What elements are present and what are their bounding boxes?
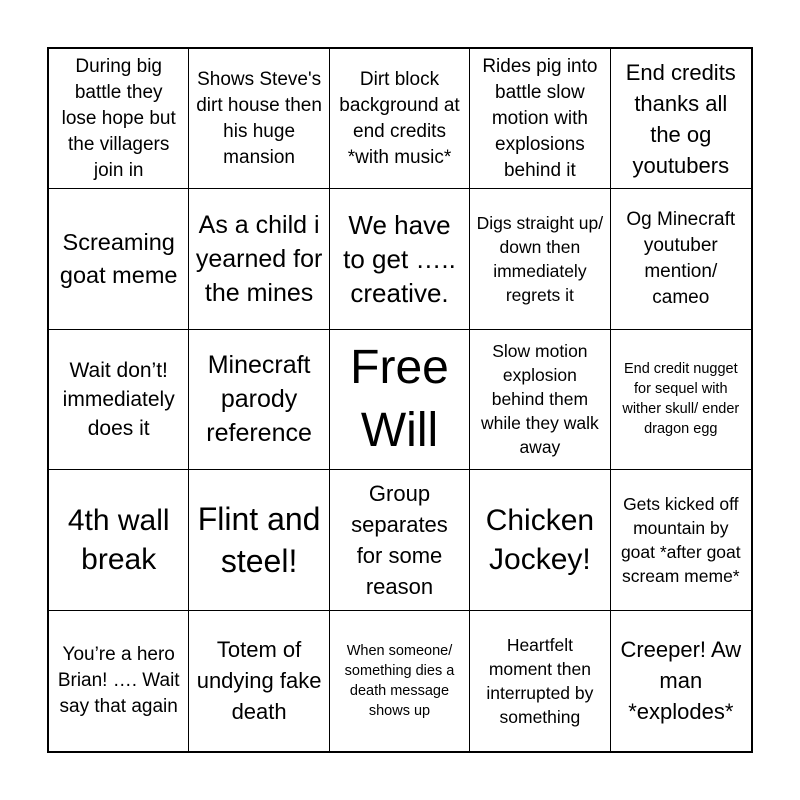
bingo-cell-7[interactable] (189, 189, 329, 329)
bingo-cell-22[interactable] (189, 611, 329, 751)
bingo-cell-21[interactable] (49, 611, 189, 751)
bingo-cell-5[interactable] (611, 49, 751, 189)
bingo-cell-1[interactable] (49, 49, 189, 189)
bingo-cell-14[interactable] (470, 330, 610, 470)
bingo-cell-3[interactable] (330, 49, 470, 189)
bingo-cell-23[interactable] (330, 611, 470, 751)
bingo-cell-10[interactable] (611, 189, 751, 329)
bingo-cell-text: Group separates for some reason (351, 480, 448, 599)
bingo-cell-17[interactable] (189, 470, 329, 610)
bingo-cell-24[interactable] (470, 611, 610, 751)
bingo-cell-text: Minecraft parody reference (206, 351, 312, 448)
bingo-cell-text: Slow motion explosion behind them while they walk away (481, 341, 599, 458)
bingo-cell-text: We have to get ….. creative. (343, 210, 456, 309)
bingo-cell-12[interactable] (189, 330, 329, 470)
bingo-cell-11[interactable] (49, 330, 189, 470)
bingo-cell-16[interactable] (49, 470, 189, 610)
bingo-cell-text: Og Minecraft youtuber mention/ cameo (626, 209, 736, 309)
bingo-cell-text: Shows Steve's dirt house then his huge mansion (196, 68, 322, 168)
bingo-cell-9[interactable] (470, 189, 610, 329)
bingo-cell-text: Wait don’t! immediately does it (62, 358, 175, 440)
bingo-cell-8[interactable] (330, 189, 470, 329)
bingo-cell-6[interactable] (49, 189, 189, 329)
bingo-cell-text: End credits thanks all the og youtubers (625, 59, 736, 178)
bingo-cell-4[interactable] (470, 49, 610, 189)
bingo-cell-text: Digs straight up/ down then immediately regrets it (476, 213, 604, 306)
bingo-cell-text: Screaming goat meme (59, 229, 178, 289)
bingo-cell-text: Gets kicked off mountain by goat *after goat scream meme* (620, 493, 741, 586)
bingo-cell-25[interactable] (611, 611, 751, 751)
bingo-cell-text: End credit nugget for sequel with wither skull/ ender dragon egg (622, 361, 740, 438)
bingo-cell-text: When someone/ something dies a death message shows up (344, 642, 455, 719)
bingo-board (47, 47, 753, 753)
bingo-cell-text: During big battle they lose hope but the villagers join in (61, 55, 176, 181)
bingo-cell-15[interactable] (611, 330, 751, 470)
bingo-cell-text: Chicken Jockey! (485, 503, 595, 576)
bingo-cell-text: Flint and steel! (197, 500, 321, 579)
bingo-cell-2[interactable] (189, 49, 329, 189)
bingo-cell-text: You’re a hero Brian! …. Wait say that again (57, 643, 180, 717)
bingo-cell-text: 4th wall break (67, 503, 170, 576)
bingo-cell-19[interactable] (470, 470, 610, 610)
bingo-cell-text: Totem of undying fake death (196, 637, 322, 725)
bingo-cell-text: Rides pig into battle slow motion with explosions behind it (482, 55, 598, 181)
bingo-cell-20[interactable] (611, 470, 751, 610)
bingo-cell-free[interactable] (330, 330, 470, 470)
bingo-cell-text: Dirt block background at end credits *with music* (339, 68, 460, 168)
bingo-cell-text: Free Will (350, 341, 449, 458)
bingo-cell-text: As a child i yearned for the mines (195, 211, 323, 308)
bingo-cell-text: Heartfelt moment then interrupted by something (486, 634, 594, 727)
bingo-cell-text: Creeper! Aw man *explodes* (620, 637, 742, 725)
bingo-cell-18[interactable] (330, 470, 470, 610)
